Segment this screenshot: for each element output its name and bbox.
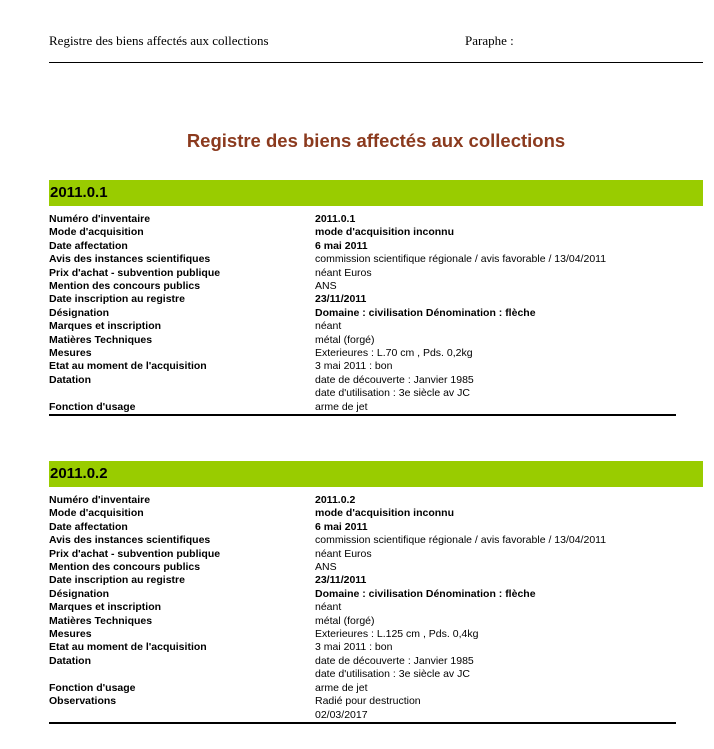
field-row — [49, 293, 676, 306]
field-value — [315, 360, 676, 373]
field-value — [315, 548, 676, 561]
field-label: Mention des concours publics — [49, 280, 201, 293]
field-value — [315, 213, 676, 226]
field-value-line: Domaine : civilisation Dénomination : flèche — [315, 306, 536, 319]
field-value-line: 23/11/2011 — [315, 293, 367, 306]
field-value — [315, 615, 676, 628]
field-label: Date inscription au registre — [49, 574, 185, 587]
field-value-line: Exterieures : L.125 cm , Pds. 0,4kg — [315, 628, 479, 641]
field-row — [49, 548, 676, 561]
field-row — [49, 226, 676, 239]
field-row — [49, 534, 676, 547]
field-value-line: mode d'acquisition inconnu — [315, 507, 454, 520]
field-value — [315, 601, 676, 614]
field-label: Etat au moment de l'acquisition — [49, 641, 207, 654]
field-label: Fonction d'usage — [49, 681, 136, 694]
field-row — [49, 655, 676, 682]
field-row — [49, 307, 676, 320]
field-row — [49, 280, 676, 293]
field-row — [49, 334, 676, 347]
document-title: Registre des biens affectés aux collections — [186, 130, 566, 151]
field-value-line: 6 mai 2011 — [315, 239, 368, 252]
field-value-line: 2011.0.1 — [315, 213, 356, 225]
field-value-line: néant Euros — [315, 547, 372, 560]
field-label: Date inscription au registre — [49, 293, 185, 306]
field-value — [315, 588, 676, 601]
field-value-line: Exterieures : L.70 cm , Pds. 0,2kg — [315, 347, 473, 360]
field-label: Mesures — [49, 347, 92, 360]
field-label: Matières Techniques — [49, 333, 153, 346]
field-value-line: 3 mai 2011 : bon — [315, 641, 393, 654]
field-value — [315, 334, 676, 347]
field-label: Numéro d'inventaire — [49, 494, 151, 506]
field-label: Datation — [49, 654, 91, 667]
field-row — [49, 574, 676, 587]
field-value — [315, 240, 676, 253]
field-value — [315, 641, 676, 654]
field-row — [49, 628, 676, 641]
field-value-line: arme de jet — [315, 400, 368, 413]
field-value — [315, 374, 676, 401]
field-value — [315, 494, 676, 507]
field-value-line: arme de jet — [315, 681, 368, 694]
field-label: Prix d'achat - subvention publique — [49, 547, 221, 560]
field-label: Observations — [49, 695, 117, 708]
field-label: Matières Techniques — [49, 614, 153, 627]
field-label: Prix d'achat - subvention publique — [49, 266, 221, 279]
entry-number-bar: 2011.0.2 — [49, 461, 703, 487]
field-value — [315, 307, 676, 320]
field-value — [315, 561, 676, 574]
field-value-line: commission scientifique régionale / avis favorable / 13/04/2011 — [315, 534, 607, 547]
field-value — [315, 293, 676, 306]
header-register-title: Registre des biens affectés aux collections — [49, 33, 269, 48]
field-value-line: néant Euros — [315, 266, 372, 279]
entry-fields — [49, 494, 676, 724]
field-value-line: métal (forgé) — [315, 333, 375, 346]
field-row — [49, 682, 676, 695]
field-label: Numéro d'inventaire — [49, 213, 151, 225]
field-value — [315, 226, 676, 239]
field-value-line: néant — [315, 601, 342, 614]
field-value-line: date de découverte : Janvier 1985 — [315, 654, 474, 667]
register-entry — [49, 461, 703, 724]
field-label: Désignation — [49, 306, 110, 319]
field-value-line: 6 mai 2011 — [315, 520, 368, 533]
field-row — [49, 401, 676, 414]
field-label: Date affectation — [49, 520, 128, 533]
field-value-line: 02/03/2017 — [315, 708, 368, 721]
field-label: Avis des instances scientifiques — [49, 253, 211, 266]
field-label: Mention des concours publics — [49, 561, 201, 574]
field-row — [49, 507, 676, 520]
field-label: Mesures — [49, 628, 92, 641]
field-value — [315, 253, 676, 266]
entry-fields — [49, 213, 676, 416]
field-value-line: ANS — [315, 280, 337, 293]
field-value-line: date de découverte : Janvier 1985 — [315, 373, 474, 386]
field-value — [315, 401, 676, 414]
field-value — [315, 267, 676, 280]
field-row — [49, 267, 676, 280]
field-label: Fonction d'usage — [49, 400, 136, 413]
field-value — [315, 682, 676, 695]
field-label: Désignation — [49, 587, 110, 600]
field-value — [315, 695, 676, 722]
field-value-line: ANS — [315, 561, 337, 574]
field-row — [49, 213, 676, 226]
field-row — [49, 240, 676, 253]
field-value-line: 23/11/2011 — [315, 574, 367, 587]
field-label: Date affectation — [49, 239, 128, 252]
field-row — [49, 521, 676, 534]
field-row — [49, 695, 676, 722]
field-value — [315, 534, 676, 547]
field-value-line: 3 mai 2011 : bon — [315, 360, 393, 373]
header-paraphe: Paraphe : — [465, 33, 514, 48]
field-row — [49, 374, 676, 401]
field-row — [49, 588, 676, 601]
field-label: Marques et inscription — [49, 601, 162, 614]
page-header — [49, 33, 703, 63]
field-value — [315, 655, 676, 682]
field-row — [49, 320, 676, 333]
field-row — [49, 494, 676, 507]
field-value — [315, 628, 676, 641]
field-row — [49, 561, 676, 574]
field-label: Marques et inscription — [49, 320, 162, 333]
field-value — [315, 347, 676, 360]
field-value-line: métal (forgé) — [315, 614, 375, 627]
field-value-line: Radié pour destruction — [315, 695, 421, 708]
field-value — [315, 320, 676, 333]
field-value — [315, 280, 676, 293]
field-label: Datation — [49, 373, 91, 386]
field-row — [49, 360, 676, 373]
field-value-line: néant — [315, 320, 342, 333]
field-value — [315, 507, 676, 520]
field-value-line: 2011.0.2 — [315, 494, 356, 506]
field-row — [49, 601, 676, 614]
field-label: Mode d'acquisition — [49, 226, 144, 239]
field-row — [49, 641, 676, 654]
field-label: Mode d'acquisition — [49, 507, 144, 520]
entry-number-bar: 2011.0.1 — [49, 180, 703, 206]
field-value-line: date d'utilisation : 3e siècle av JC — [315, 387, 470, 400]
field-value-line: mode d'acquisition inconnu — [315, 226, 454, 239]
field-row — [49, 253, 676, 266]
field-value-line: commission scientifique régionale / avis favorable / 13/04/2011 — [315, 253, 607, 266]
field-row — [49, 615, 676, 628]
field-value — [315, 521, 676, 534]
field-value-line: date d'utilisation : 3e siècle av JC — [315, 668, 470, 681]
field-label: Etat au moment de l'acquisition — [49, 360, 207, 373]
register-entry — [49, 180, 703, 416]
field-row — [49, 347, 676, 360]
field-label: Avis des instances scientifiques — [49, 534, 211, 547]
field-value-line: Domaine : civilisation Dénomination : flèche — [315, 587, 536, 600]
field-value — [315, 574, 676, 587]
